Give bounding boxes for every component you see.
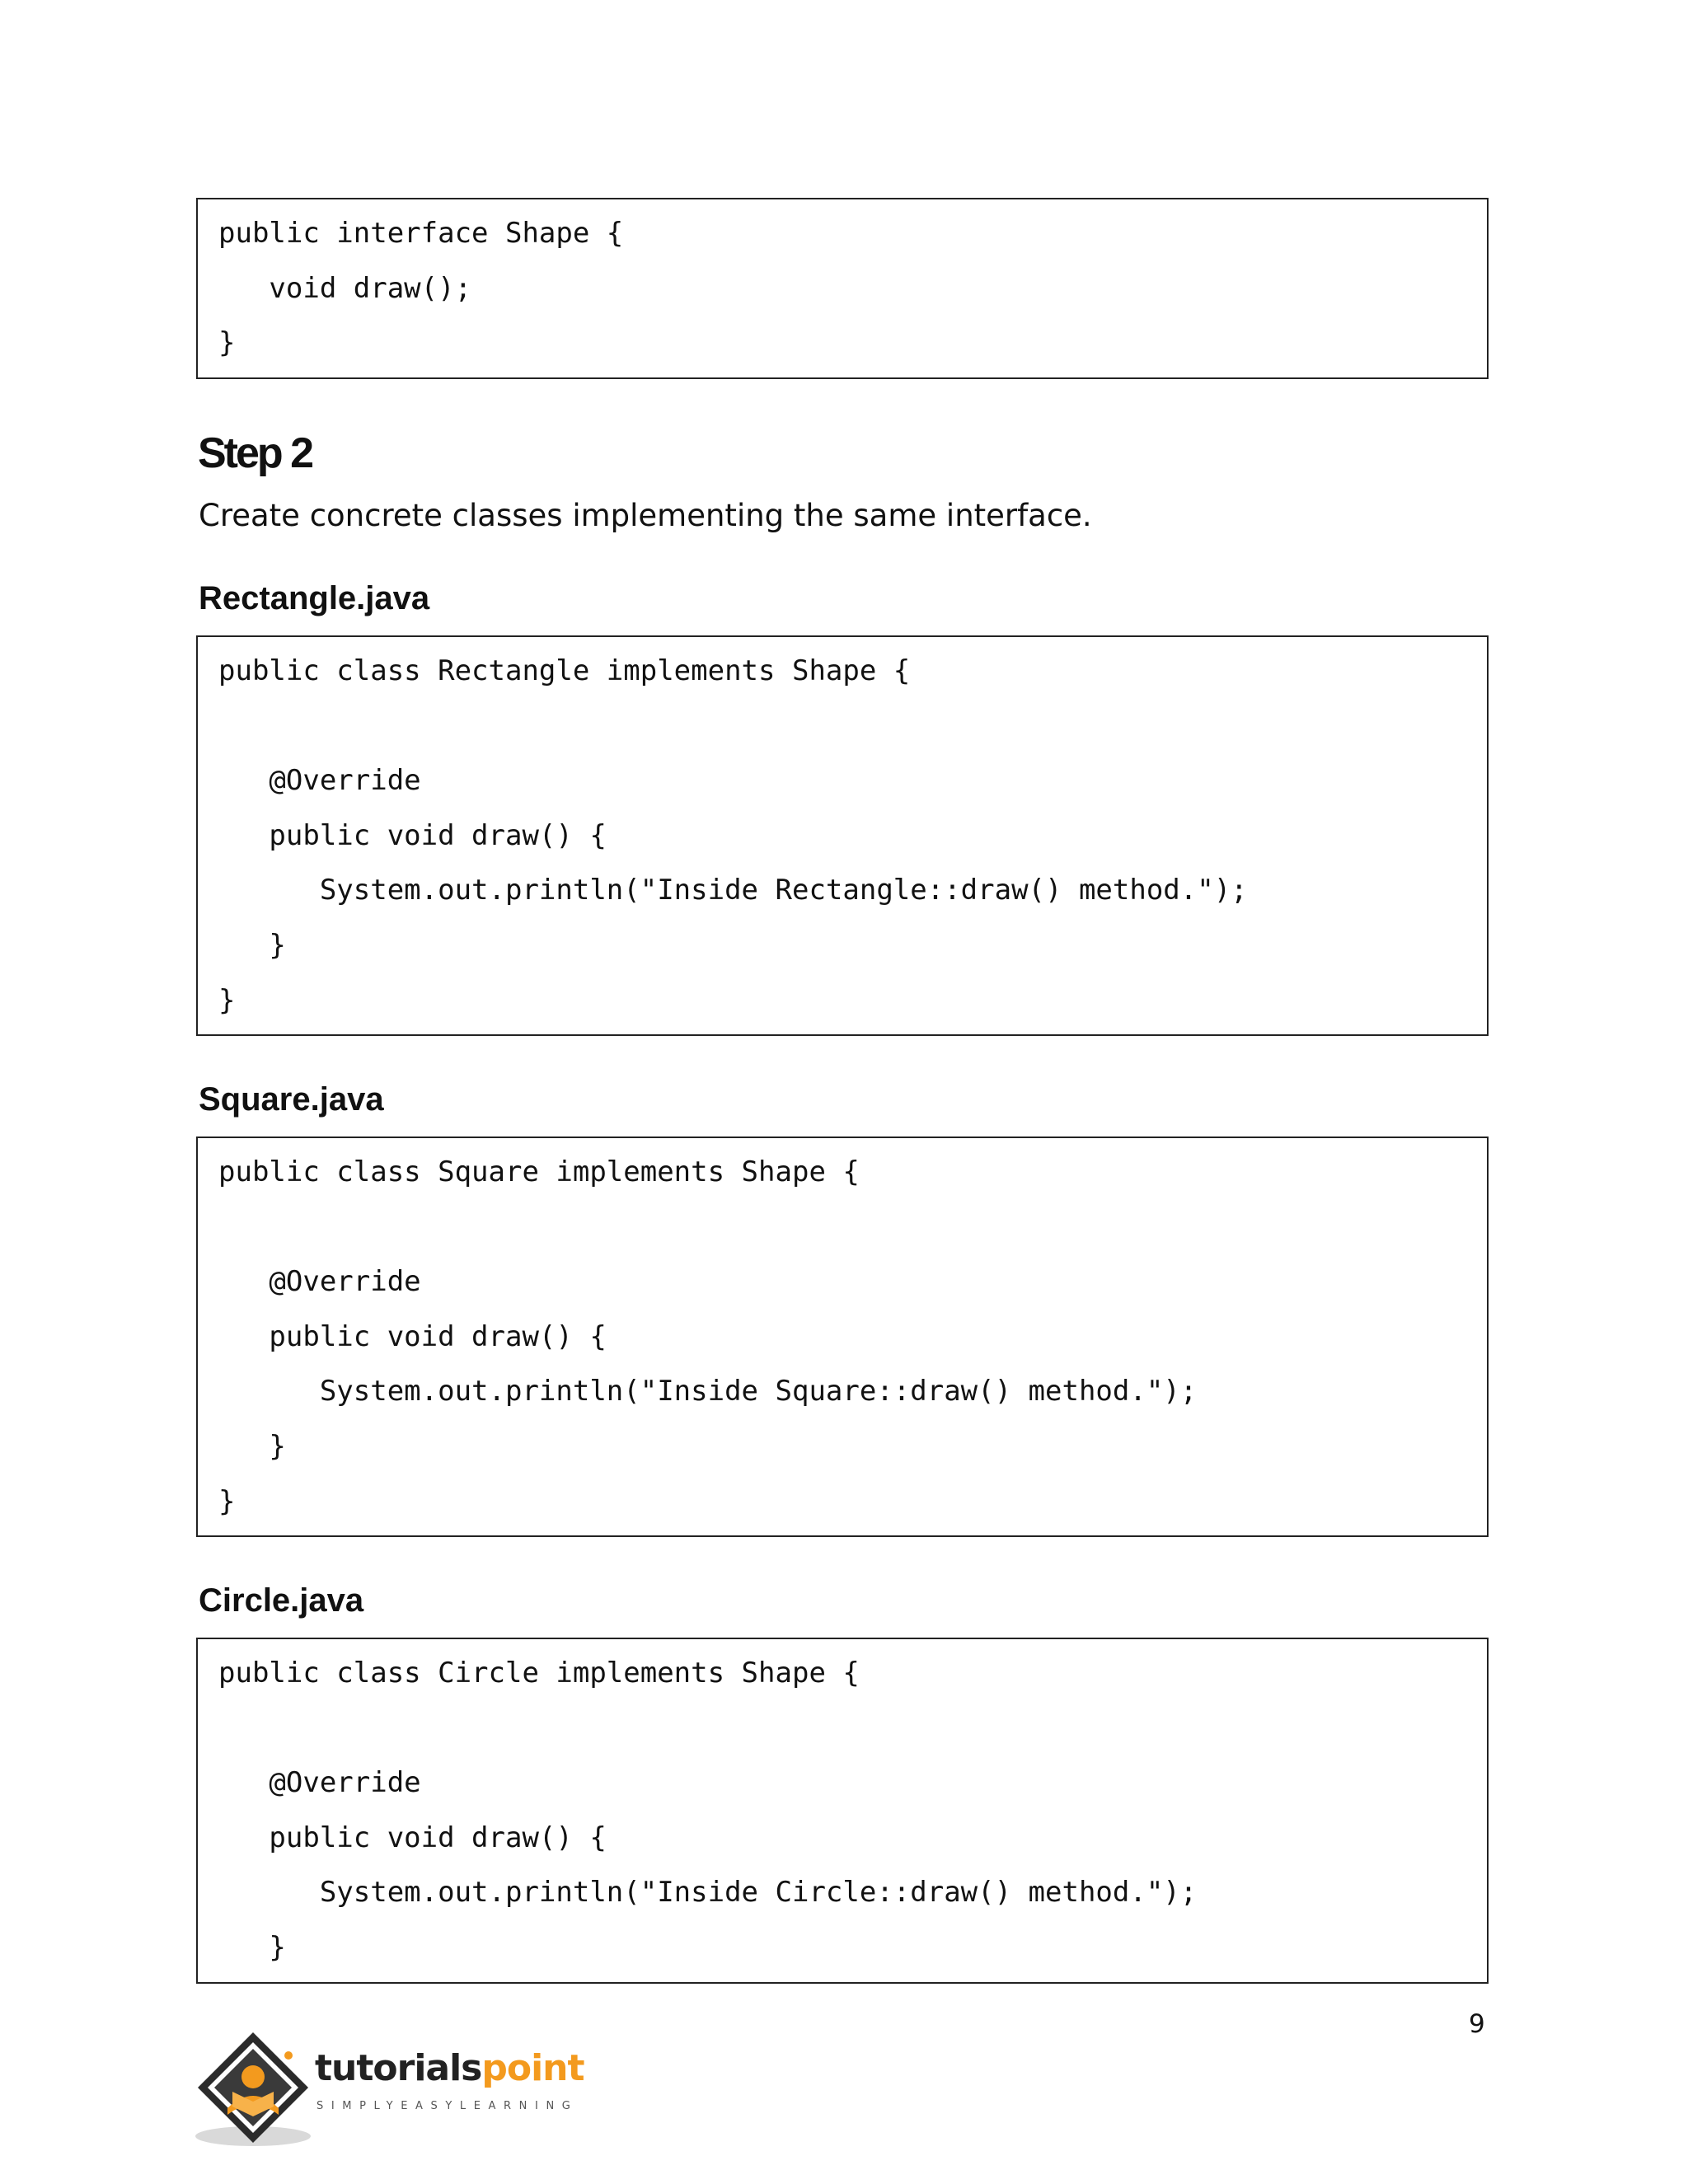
code-line (218, 1701, 1487, 1756)
code-block-square (196, 1137, 1489, 1537)
tutorialspoint-logo (191, 2026, 620, 2149)
square-file-heading: Square.java (199, 1081, 384, 1118)
code-line: public void draw() { (218, 1821, 607, 1854)
code-line: System.out.println("Inside Circle::draw() method."); (218, 1876, 1198, 1910)
logo-wordmark: tutorialspoint (315, 2047, 584, 2089)
code-line: public interface Shape { (218, 217, 624, 250)
code-line: @Override (218, 1766, 421, 1800)
code-line: } (218, 928, 286, 962)
code-block-shape-interface (196, 198, 1489, 379)
code-line: @Override (218, 1265, 421, 1299)
code-line (218, 1200, 1487, 1255)
code-line: } (218, 1429, 286, 1463)
code-block-circle (196, 1638, 1489, 1984)
code-line: public class Rectangle implements Shape { (218, 654, 911, 687)
code-line: public class Square implements Shape { (218, 1155, 860, 1188)
step-heading: Step 2 (198, 429, 312, 477)
step-description: Create concrete classes implementing the same interface. (199, 498, 1092, 533)
code-line: System.out.println("Inside Rectangle::draw() method."); (218, 874, 1248, 907)
code-line: @Override (218, 764, 421, 798)
logo-tagline: SIMPLYEASYLEARNING (316, 2100, 579, 2112)
code-line: } (218, 1930, 286, 1964)
logo-emblem-icon (191, 2026, 323, 2149)
code-block-rectangle (196, 635, 1489, 1036)
code-line: void draw(); (218, 271, 472, 305)
code-line: System.out.println("Inside Square::draw() method."); (218, 1375, 1198, 1408)
code-line: } (218, 326, 236, 360)
code-line: public void draw() { (218, 818, 607, 852)
code-line (218, 699, 1487, 754)
code-line: } (218, 1484, 236, 1518)
code-line: public void draw() { (218, 1319, 607, 1353)
page-number: 9 (1469, 2009, 1485, 2039)
circle-file-heading: Circle.java (199, 1582, 364, 1619)
code-line: } (218, 983, 236, 1017)
code-line: public class Circle implements Shape { (218, 1657, 860, 1690)
rectangle-file-heading: Rectangle.java (199, 580, 430, 616)
